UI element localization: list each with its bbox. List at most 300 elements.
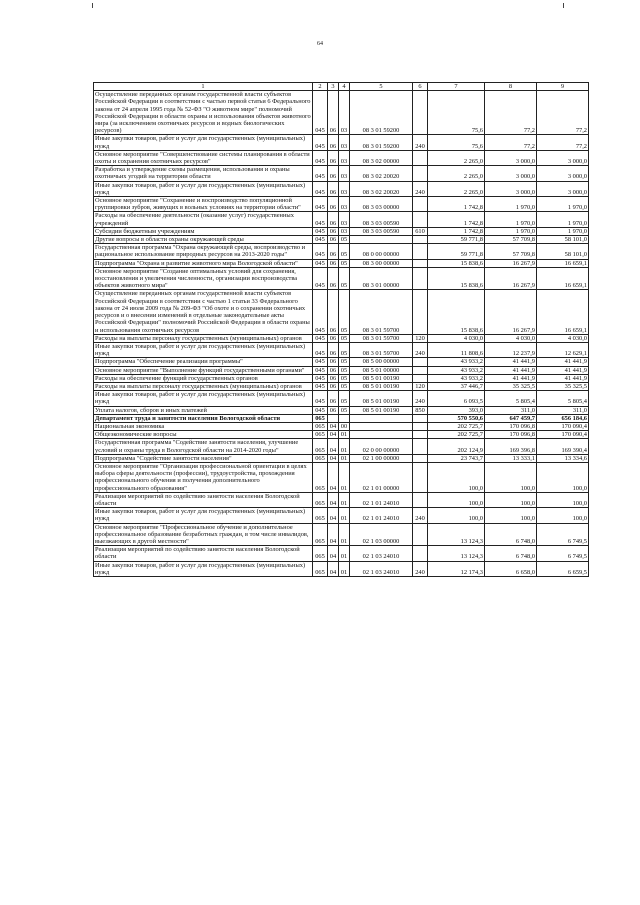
subsection-code: 01 [339, 462, 350, 492]
section-code: 06 [328, 382, 339, 390]
expense-type-code [413, 431, 428, 439]
ministry-code: 045 [313, 197, 328, 212]
amount-col-8: 100,0 [485, 508, 537, 523]
amount-col-9: 16 659,1 [537, 259, 589, 267]
amount-col-9: 1 970,0 [537, 227, 589, 235]
expense-type-code [413, 439, 428, 454]
target-article-code: 08 5 01 00000 [350, 366, 413, 374]
amount-col-7: 100,0 [428, 492, 485, 507]
table-row [94, 342, 589, 357]
scan-mark-right [563, 3, 564, 8]
table-row [94, 561, 589, 576]
subsection-code: 01 [339, 492, 350, 507]
table-row [94, 267, 589, 290]
amount-col-9: 41 441,9 [537, 366, 589, 374]
amount-col-8: 77,2 [485, 135, 537, 150]
expense-type-code: 610 [413, 227, 428, 235]
amount-col-8: 41 441,9 [485, 358, 537, 366]
section-code: 04 [328, 492, 339, 507]
amount-col-9: 58 101,0 [537, 236, 589, 244]
section-code: 06 [328, 236, 339, 244]
section-code: 06 [328, 150, 339, 165]
ministry-code: 045 [313, 244, 328, 259]
amount-col-8: 4 030,0 [485, 334, 537, 342]
amount-col-9: 12 629,1 [537, 342, 589, 357]
section-code: 06 [328, 166, 339, 181]
amount-col-7: 75,6 [428, 135, 485, 150]
row-name: Другие вопросы в области охраны окружающей среды [94, 236, 313, 244]
row-name: Основное мероприятие "Выполнение функций государственными органами" [94, 366, 313, 374]
table-row [94, 508, 589, 523]
section-code: 06 [328, 259, 339, 267]
ministry-code: 045 [313, 212, 328, 227]
target-article-code: 08 3 02 20020 [350, 181, 413, 196]
target-article-code: 02 1 03 24010 [350, 561, 413, 576]
section-code: 06 [328, 227, 339, 235]
column-header: 5 [350, 83, 413, 91]
amount-col-8: 12 237,9 [485, 342, 537, 357]
subsection-code: 05 [339, 366, 350, 374]
table-row [94, 91, 589, 135]
table-row [94, 358, 589, 366]
ministry-code: 045 [313, 135, 328, 150]
amount-col-7: 100,0 [428, 462, 485, 492]
section-code: 06 [328, 181, 339, 196]
section-code: 06 [328, 290, 339, 334]
section-code: 06 [328, 135, 339, 150]
expense-type-code [413, 546, 428, 561]
target-article-code: 08 3 01 59200 [350, 135, 413, 150]
section-code: 06 [328, 342, 339, 357]
amount-col-7: 15 838,6 [428, 259, 485, 267]
ministry-code: 045 [313, 406, 328, 414]
amount-col-7: 2 265,0 [428, 181, 485, 196]
target-article-code [350, 422, 413, 430]
section-code: 04 [328, 546, 339, 561]
expense-type-code [413, 366, 428, 374]
subsection-code: 05 [339, 382, 350, 390]
row-name: Государственная программа "Содействие занятости населения, улучшение условий и охраны труда в Вологодской области на 2014-2020 годы" [94, 439, 313, 454]
row-name: Расходы на обеспечение функций государственных органов [94, 374, 313, 382]
amount-col-7: 570 550,6 [428, 414, 485, 422]
target-article-code: 08 3 02 20020 [350, 166, 413, 181]
subsection-code: 01 [339, 561, 350, 576]
amount-col-9: 6 659,5 [537, 561, 589, 576]
amount-col-7: 59 771,8 [428, 244, 485, 259]
expense-type-code [413, 267, 428, 290]
ministry-code: 045 [313, 366, 328, 374]
column-header: 1 [94, 83, 313, 91]
amount-col-9: 311,0 [537, 406, 589, 414]
expense-type-code: 240 [413, 508, 428, 523]
table-row [94, 422, 589, 430]
target-article-code: 08 3 03 00000 [350, 197, 413, 212]
row-name: Национальная экономика [94, 422, 313, 430]
expense-type-code: 240 [413, 391, 428, 406]
row-name: Иные закупки товаров, работ и услуг для государственных (муниципальных) нужд [94, 135, 313, 150]
subsection-code: 03 [339, 135, 350, 150]
expense-type-code: 120 [413, 382, 428, 390]
amount-col-7: 43 933,2 [428, 358, 485, 366]
amount-col-9: 170 090,4 [537, 431, 589, 439]
subsection-code: 00 [339, 422, 350, 430]
row-name: Реализация мероприятий по содействию занятости населения Вологодской области [94, 546, 313, 561]
expense-type-code [413, 259, 428, 267]
expense-type-code [413, 422, 428, 430]
subsection-code: 01 [339, 431, 350, 439]
amount-col-8: 170 096,8 [485, 422, 537, 430]
target-article-code: 08 3 02 00000 [350, 150, 413, 165]
scan-mark-left [92, 3, 93, 8]
section-code: 06 [328, 358, 339, 366]
table-row [94, 391, 589, 406]
subsection-code: 05 [339, 290, 350, 334]
amount-col-8: 35 325,5 [485, 382, 537, 390]
row-name: Основное мероприятие "Профессиональное обучение и дополнительное профессиональное образование безработных граждан, в том числе инвалидов, выезжающих в другой местности" [94, 523, 313, 546]
amount-col-8: 57 709,8 [485, 236, 537, 244]
expense-type-code: 120 [413, 334, 428, 342]
amount-col-9: 3 000,0 [537, 150, 589, 165]
amount-col-8: 6 748,0 [485, 546, 537, 561]
target-article-code: 02 0 00 00000 [350, 439, 413, 454]
row-name: Осуществление переданных органам государственной власти субъектов Российской Федерации в соответствии с частью первой статьи 6 Федерального закона от 24 апреля 1995 года № 52-ФЗ "О животном мире" полномочий Российской Федерации в области охраны и использования объектов животного мира (за исключением охотничьих ресурсов и водных биологических ресурсов) [95, 91, 311, 135]
target-article-code: 02 1 00 00000 [350, 454, 413, 462]
target-article-code: 08 3 00 00000 [350, 259, 413, 267]
ministry-code: 045 [313, 342, 328, 357]
table-row [94, 259, 589, 267]
target-article-code: 08 3 03 00590 [350, 212, 413, 227]
amount-col-8: 1 970,0 [485, 212, 537, 227]
subsection-code: 05 [339, 406, 350, 414]
target-article-code: 08 3 01 59700 [350, 290, 413, 334]
row-name: Иные закупки товаров, работ и услуг для государственных (муниципальных) нужд [94, 561, 313, 576]
amount-col-9: 77,2 [537, 91, 589, 135]
section-code: 04 [328, 431, 339, 439]
amount-col-9: 4 030,0 [537, 334, 589, 342]
column-header: 8 [485, 83, 537, 91]
table-row [94, 382, 589, 390]
amount-col-7: 1 742,8 [428, 197, 485, 212]
section-code: 04 [328, 439, 339, 454]
subsection-code: 03 [339, 197, 350, 212]
amount-col-9: 656 184,6 [537, 414, 589, 422]
target-article-code [350, 236, 413, 244]
amount-col-9: 5 805,4 [537, 391, 589, 406]
amount-col-9: 100,0 [537, 462, 589, 492]
ministry-code: 045 [313, 267, 328, 290]
target-article-code: 02 1 01 24010 [350, 508, 413, 523]
amount-col-7: 11 808,6 [428, 342, 485, 357]
table-row [94, 431, 589, 439]
target-article-code: 08 3 01 59700 [350, 342, 413, 357]
expense-type-code [413, 414, 428, 422]
subsection-code: 05 [339, 259, 350, 267]
amount-col-7: 100,0 [428, 508, 485, 523]
ministry-code: 065 [313, 431, 328, 439]
table-row [94, 290, 589, 334]
ministry-code: 065 [313, 492, 328, 507]
expense-type-code: 850 [413, 406, 428, 414]
ministry-code: 045 [313, 382, 328, 390]
subsection-code: 03 [339, 166, 350, 181]
table-row [94, 227, 589, 235]
section-code: 06 [328, 91, 339, 135]
amount-col-8: 77,2 [485, 91, 537, 135]
section-code: 04 [328, 561, 339, 576]
ministry-code: 065 [313, 454, 328, 462]
section-code: 06 [328, 267, 339, 290]
amount-col-9: 35 325,5 [537, 382, 589, 390]
subsection-code: 03 [339, 181, 350, 196]
target-article-code: 02 1 01 24010 [350, 492, 413, 507]
amount-col-9: 169 390,4 [537, 439, 589, 454]
subsection-code: 01 [339, 523, 350, 546]
row-name: Подпрограмма "Обеспечение реализации программы" [94, 358, 313, 366]
ministry-code: 045 [313, 181, 328, 196]
amount-col-9: 16 659,1 [537, 290, 589, 334]
ministry-code: 065 [313, 561, 328, 576]
amount-col-9: 41 441,9 [537, 374, 589, 382]
subsection-code [339, 414, 350, 422]
row-name: Основное мероприятие "Сохранение и воспроизводство популяционной группировки зубров, живущих в вольных условиях на территории области" [94, 197, 313, 212]
table-row [94, 334, 589, 342]
section-code: 06 [328, 391, 339, 406]
table-row [94, 197, 589, 212]
row-name: Иные закупки товаров, работ и услуг для государственных (муниципальных) нужд [94, 391, 313, 406]
table-row [94, 212, 589, 227]
expense-type-code [413, 166, 428, 181]
ministry-code: 065 [313, 439, 328, 454]
column-header: 7 [428, 83, 485, 91]
subsection-code: 05 [339, 244, 350, 259]
column-header: 6 [413, 83, 428, 91]
amount-col-8: 3 000,0 [485, 181, 537, 196]
section-code: 06 [328, 197, 339, 212]
amount-col-8: 16 267,9 [485, 290, 537, 334]
amount-col-9: 6 749,5 [537, 546, 589, 561]
target-article-code: 02 1 01 00000 [350, 462, 413, 492]
subsection-code: 01 [339, 439, 350, 454]
subsection-code: 01 [339, 508, 350, 523]
section-code: 06 [328, 366, 339, 374]
amount-col-7: 2 265,0 [428, 166, 485, 181]
target-article-code: 08 5 00 00000 [350, 358, 413, 366]
row-name: Расходы на обеспечение деятельности (оказание услуг) государственных учреждений [94, 212, 313, 227]
row-name: Основное мероприятие "Совершенствование системы планирования в области охоты и сохранения охотничьих ресурсов" [94, 150, 313, 165]
amount-col-8: 170 096,8 [485, 431, 537, 439]
row-name: Основное мероприятие "Создание оптимальных условий для сохранения, восстановления и увеличения численности, организации воспроизводства объектов животного мира" [94, 267, 313, 290]
section-code: 06 [328, 334, 339, 342]
section-code: 06 [328, 244, 339, 259]
row-name: Департамент труда и занятости населения Вологодской области [94, 414, 313, 422]
subsection-code: 05 [339, 358, 350, 366]
expense-type-code: 240 [413, 181, 428, 196]
row-name: Иные закупки товаров, работ и услуг для государственных (муниципальных) нужд [94, 181, 313, 196]
table-row [94, 374, 589, 382]
amount-col-7: 4 030,0 [428, 334, 485, 342]
table-row [94, 406, 589, 414]
amount-col-8: 16 267,9 [485, 267, 537, 290]
target-article-code: 02 1 03 24010 [350, 546, 413, 561]
amount-col-9: 100,0 [537, 492, 589, 507]
row-name: Расходы на выплаты персоналу государственных (муниципальных) органов [94, 334, 313, 342]
ministry-code: 045 [313, 227, 328, 235]
table-row [94, 454, 589, 462]
target-article-code: 08 5 01 00190 [350, 406, 413, 414]
section-code: 06 [328, 374, 339, 382]
amount-col-8: 6 658,0 [485, 561, 537, 576]
amount-col-7: 202 124,9 [428, 439, 485, 454]
table-row [94, 181, 589, 196]
amount-col-7: 393,0 [428, 406, 485, 414]
row-name: Подпрограмма "Содействие занятости населения" [94, 454, 313, 462]
row-name: Общеэкономические вопросы [94, 431, 313, 439]
ministry-code: 045 [313, 259, 328, 267]
target-article-code: 08 0 00 00000 [350, 244, 413, 259]
subsection-code: 05 [339, 374, 350, 382]
column-header: 9 [537, 83, 589, 91]
table-body [94, 83, 589, 577]
amount-col-9: 6 749,5 [537, 523, 589, 546]
expense-type-code [413, 454, 428, 462]
table-row [94, 150, 589, 165]
column-number-row [94, 83, 589, 91]
amount-col-9: 1 970,0 [537, 212, 589, 227]
expense-type-code: 240 [413, 561, 428, 576]
amount-col-8: 100,0 [485, 492, 537, 507]
amount-col-8: 1 970,0 [485, 197, 537, 212]
expense-type-code [413, 197, 428, 212]
amount-col-7: 1 742,8 [428, 212, 485, 227]
amount-col-8: 100,0 [485, 462, 537, 492]
expense-type-code [413, 523, 428, 546]
target-article-code: 08 5 01 00190 [350, 391, 413, 406]
ministry-code: 045 [313, 374, 328, 382]
subsection-code: 03 [339, 227, 350, 235]
amount-col-8: 13 333,1 [485, 454, 537, 462]
amount-col-7: 13 124,3 [428, 546, 485, 561]
expense-type-code [413, 358, 428, 366]
amount-col-7: 2 265,0 [428, 150, 485, 165]
amount-col-8: 3 000,0 [485, 166, 537, 181]
ministry-code: 045 [313, 91, 328, 135]
table-row [94, 492, 589, 507]
amount-col-9: 77,2 [537, 135, 589, 150]
amount-col-7: 15 838,6 [428, 290, 485, 334]
ministry-code: 065 [313, 422, 328, 430]
amount-col-7: 75,6 [428, 91, 485, 135]
target-article-code: 08 5 01 00190 [350, 374, 413, 382]
table-row [94, 135, 589, 150]
amount-col-8: 41 441,9 [485, 374, 537, 382]
amount-col-7: 43 933,2 [428, 366, 485, 374]
row-name: Иные закупки товаров, работ и услуг для государственных (муниципальных) нужд [94, 508, 313, 523]
subsection-code: 01 [339, 454, 350, 462]
expense-type-code [413, 212, 428, 227]
table-row [94, 523, 589, 546]
subsection-code: 01 [339, 546, 350, 561]
expense-type-code [413, 150, 428, 165]
subsection-code: 03 [339, 91, 350, 135]
amount-col-7: 15 838,6 [428, 267, 485, 290]
amount-col-9: 41 441,9 [537, 358, 589, 366]
amount-col-7: 13 124,3 [428, 523, 485, 546]
column-header: 4 [339, 83, 350, 91]
section-code: 04 [328, 454, 339, 462]
amount-col-8: 16 267,9 [485, 259, 537, 267]
target-article-code: 08 3 01 00000 [350, 267, 413, 290]
section-code: 04 [328, 422, 339, 430]
row-name: Уплата налогов, сборов и иных платежей [94, 406, 313, 414]
ministry-code: 065 [313, 523, 328, 546]
section-code: 06 [328, 212, 339, 227]
amount-col-9: 16 659,1 [537, 267, 589, 290]
ministry-code: 045 [313, 290, 328, 334]
amount-col-8: 169 396,8 [485, 439, 537, 454]
amount-col-9: 13 334,6 [537, 454, 589, 462]
amount-col-8: 41 441,9 [485, 366, 537, 374]
amount-col-8: 57 709,8 [485, 244, 537, 259]
amount-col-9: 100,0 [537, 508, 589, 523]
amount-col-8: 1 970,0 [485, 227, 537, 235]
expense-type-code: 240 [413, 135, 428, 150]
amount-col-7: 1 742,8 [428, 227, 485, 235]
target-article-code: 08 3 03 00590 [350, 227, 413, 235]
table-row [94, 244, 589, 259]
table-row [94, 414, 589, 422]
table-row [94, 366, 589, 374]
row-name: Реализация мероприятий по содействию занятости населения Вологодской области [94, 492, 313, 507]
target-article-code [350, 414, 413, 422]
ministry-code: 045 [313, 334, 328, 342]
section-code: 06 [328, 406, 339, 414]
section-code: 04 [328, 523, 339, 546]
expense-type-code [413, 236, 428, 244]
amount-col-7: 23 743,7 [428, 454, 485, 462]
row-name: Осуществление переданных органам государственной власти субъектов Российской Федерации в соответствии с частью 1 статьи 33 Федерального закона от 24 июля 2009 года № 209-ФЗ "Об охоте и о сохранении охотничьих ресурсов и о внесении изменений в отдельные законодательные акты Российской Федерации" полномочий Российской Федерации в области охраны и использования охотничьих ресурсов [94, 290, 313, 334]
target-article-code: 08 3 01 59200 [350, 91, 413, 135]
table-row [94, 166, 589, 181]
page-number: 64 [317, 41, 323, 47]
ministry-code: 065 [313, 462, 328, 492]
amount-col-7: 37 446,7 [428, 382, 485, 390]
ministry-code: 045 [313, 236, 328, 244]
ministry-code: 045 [313, 391, 328, 406]
amount-col-8: 311,0 [485, 406, 537, 414]
row-name: Разработка и утверждение схемы размещения, использования и охраны охотничьих угодий на территории области [94, 166, 313, 181]
target-article-code: 08 3 01 59700 [350, 334, 413, 342]
expense-type-code: 240 [413, 342, 428, 357]
target-article-code: 02 1 03 00000 [350, 523, 413, 546]
subsection-code: 05 [339, 342, 350, 357]
expense-type-code [413, 492, 428, 507]
target-article-code: 08 5 01 00190 [350, 382, 413, 390]
amount-col-9: 3 000,0 [537, 166, 589, 181]
amount-col-7: 6 093,5 [428, 391, 485, 406]
section-code: 04 [328, 508, 339, 523]
section-code [328, 414, 339, 422]
amount-col-7: 59 771,8 [428, 236, 485, 244]
subsection-code: 05 [339, 334, 350, 342]
expense-type-code [413, 244, 428, 259]
expense-type-code [413, 91, 428, 135]
budget-table [93, 82, 589, 577]
row-name: Субсидии бюджетным учреждениям [94, 227, 313, 235]
amount-col-9: 1 970,0 [537, 197, 589, 212]
table-row [94, 546, 589, 561]
subsection-code: 03 [339, 150, 350, 165]
row-name: Основное мероприятие "Организация профессиональной ориентации в целях выбора сферы деятельности (профессии), трудоустройства, прохождения профессионального обучения и получения дополнительного профессионального образования" [94, 462, 313, 492]
